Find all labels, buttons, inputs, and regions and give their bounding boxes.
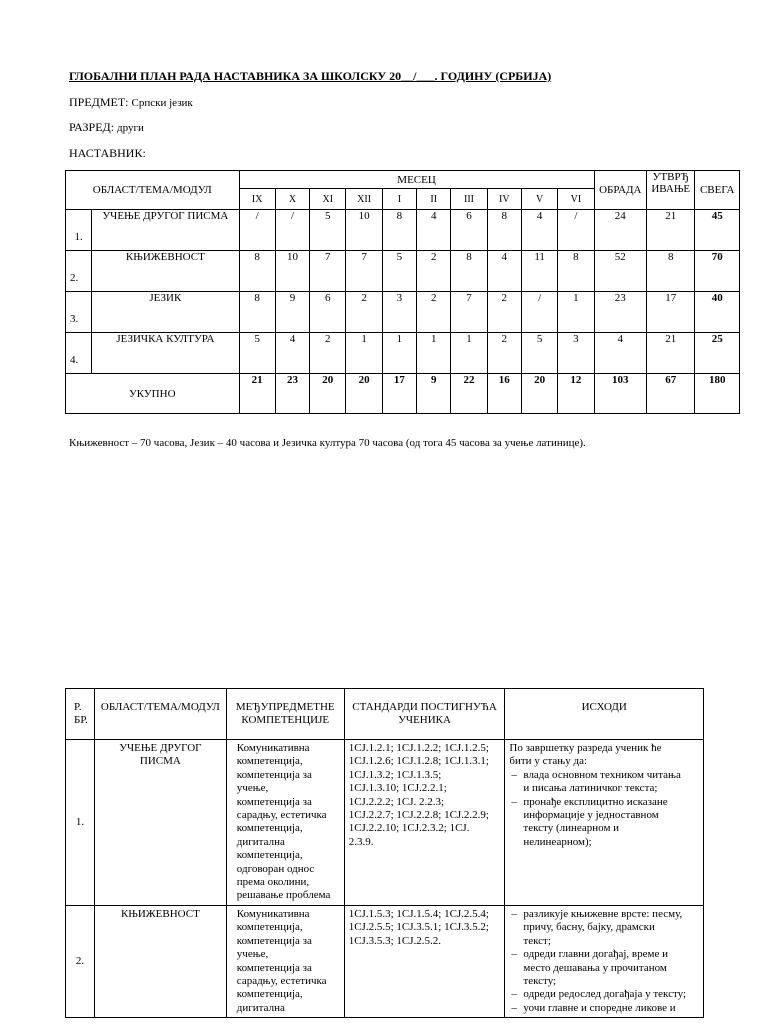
month-cell: XII [346,189,382,210]
total-cell: 20 [346,374,382,414]
month-value: 8 [451,251,487,292]
competence-line: дигитална [236,1001,285,1014]
month-value: / [275,210,309,251]
month-value: 3 [558,333,594,374]
competence-line: сарадњу, естетичка [236,974,327,987]
total-cell: 17 [382,374,416,414]
outcomes-list [509,908,699,1015]
month-value: 1 [417,333,451,374]
outcome-line: информације у једноставном [523,809,659,822]
month-value: 10 [346,210,382,251]
standard-line: 1CJ.1.2.6; 1CJ.1.2.8; 1CJ.1.3.1; [348,755,489,768]
month-value: 5 [310,210,346,251]
utvr-value: 17 [647,292,695,333]
row-number: 4. [66,333,92,374]
plan-row [66,210,740,251]
standards-header [344,689,505,740]
total-obrada: 103 [594,374,646,414]
outcome-item [509,948,699,988]
outcome-line: текст; [523,934,551,947]
month-value: 2 [417,292,451,333]
obrada-value: 52 [594,251,646,292]
month-cell: X [275,189,309,210]
competence-line: компетенција, [236,988,303,1001]
total-header: СВЕГА [695,171,740,210]
month-value: 4 [275,333,309,374]
month-value: 4 [521,210,557,251]
standard-line: 1CJ.3.5.3; 1CJ.2.5.2. [348,934,442,947]
outcome-item [509,988,699,1001]
competence-line: Комуникативна [236,742,310,754]
outcomes-cell [505,740,704,906]
total-cell: 20 [310,374,346,414]
obrada-value: 4 [594,333,646,374]
plan-header-row [66,171,740,189]
month-value: 2 [487,333,521,374]
outcome-line: – пронађе експлицитно исказане [523,795,668,808]
plan-body [66,210,740,374]
num-header-line2: БР. [74,714,88,727]
num-header-line1: Р. [74,701,82,713]
area-header: ОБЛАСТ/ТЕМА/МОДУЛ [94,689,226,740]
month-cell: IX [239,189,275,210]
obrada-header: ОБРАДА [594,171,646,210]
num-header [66,689,95,740]
outcome-line: – уочи главне и споредне ликове и [523,1001,676,1014]
total-value: 25 [695,333,740,374]
outcome-line: тексту (линеарном и [523,822,620,835]
month-value: 6 [451,210,487,251]
month-value: 8 [382,210,416,251]
outcome-line: место дешавања у прочитаном [523,961,667,974]
totals-label: УКУПНО [66,374,240,414]
outcomes-header-row [66,689,704,740]
outcome-row [66,905,704,1017]
area-name [94,905,226,1017]
month-value: 9 [275,292,309,333]
competence-line: Комуникативна [236,907,310,920]
month-value: 8 [239,251,275,292]
total-cell: 12 [558,374,594,414]
competence-line: компетенција, [236,849,303,862]
total-cell: 20 [521,374,557,414]
outcome-line: – одреди главни догађај, време и [523,948,668,961]
month-cell: II [417,189,451,210]
outcome-row [66,740,704,906]
total-value: 70 [695,251,740,292]
total-total: 180 [695,374,740,414]
area-name [94,740,226,906]
standards-cell [344,740,505,906]
totals-row [66,374,740,414]
outcomes-cell [505,905,704,1017]
teacher-line [69,146,146,161]
outcomes-intro-line2: бити у стању да: [509,755,588,768]
obrada-value: 24 [594,210,646,251]
outcome-line: – одреди редослед догађаја у тексту; [523,988,687,1001]
standards-header-line2: УЧЕНИКА [398,714,451,727]
grade-line [69,120,144,135]
row-number: 3. [66,292,92,333]
month-value: 7 [346,251,382,292]
plan-row [66,333,740,374]
area-name: ЈЕЗИЧКА КУЛТУРА [92,333,239,374]
month-value: 1 [451,333,487,374]
month-header: МЕСЕЦ [239,171,594,189]
competences-header-line2: КОМПЕТЕНЦИЈЕ [241,714,330,727]
row-number: 2. [66,251,92,292]
row-number: 1. [66,740,95,906]
total-value: 40 [695,292,740,333]
utvr-value: 21 [647,333,695,374]
utvr-header-line1: УТВРЂ [652,171,689,183]
competence-line: према околини, [236,876,310,889]
month-value: 11 [521,251,557,292]
outcome-line: – влада основном техником читања [523,768,681,781]
outcome-line: тексту; [523,974,557,987]
month-value: 5 [239,333,275,374]
competence-line: компетенција, [236,921,303,934]
total-cell: 22 [451,374,487,414]
outcome-item [509,769,699,796]
outcome-line: и писања латиничког текста; [523,782,658,795]
competence-line: компетенција, [236,822,303,835]
standards-header-line1: СТАНДАРДИ ПОСТИГНУЋА [352,701,497,713]
competence-line: компетенција за [236,768,312,781]
competence-line: учење, [236,782,269,795]
subject-value: Српски језик [131,97,193,109]
month-value: 5 [521,333,557,374]
competence-line: компетенција за [236,934,312,947]
row-number: 2. [66,905,95,1017]
month-value: 2 [346,292,382,333]
month-value: 1 [558,292,594,333]
month-value: 8 [558,251,594,292]
standard-line: 1CJ.1.3.10; 1CJ.2.2.1; [348,782,447,795]
month-value: / [521,292,557,333]
outcome-line: причу, басну, бајку, драмски [523,921,655,934]
month-value: 10 [275,251,309,292]
month-value: / [239,210,275,251]
month-cell: I [382,189,416,210]
hours-note: Књижевност – 70 часова, Језик – 40 часова и Језичка култура 70 часова (од тога 45 часова за учење латинице). [69,437,586,449]
total-value: 45 [695,210,740,251]
outcome-line: – разликује књижевне врсте: песму, [523,907,683,920]
competences-cell [226,740,344,906]
outcomes-header: ИСХОДИ [505,689,704,740]
utvr-header [647,171,695,210]
month-value: 2 [487,292,521,333]
area-name-line2: ПИСМА [139,755,181,768]
competence-line: сарадњу, естетичка [236,809,327,822]
total-cell: 21 [239,374,275,414]
obrada-value: 23 [594,292,646,333]
grade-label: РАЗРЕД: [69,120,115,134]
outcomes-list [509,769,699,849]
month-cell: XI [310,189,346,210]
area-name-line1: УЧЕЊЕ ДРУГОГ [119,742,202,754]
grade-value: други [117,122,144,134]
standard-line: 1CJ.1.2.1; 1CJ.1.2.2; 1CJ.1.2.5; [348,742,489,754]
row-number: 1. [66,210,92,251]
plan-row [66,251,740,292]
month-value: 2 [417,251,451,292]
outcome-line: нелинеарном); [523,835,592,848]
competence-line: одговоран однос [236,862,315,875]
month-value: 1 [346,333,382,374]
outcome-item [509,1002,699,1015]
month-cell: III [451,189,487,210]
plan-row [66,292,740,333]
competence-line: учење, [236,948,269,961]
competence-line: дигитална [236,835,285,848]
month-value: 3 [382,292,416,333]
month-value: 1 [382,333,416,374]
standard-line: 1CJ.2.2.10; 1CJ.2.3.2; 1CJ. [348,822,470,835]
area-name: УЧЕЊЕ ДРУГОГ ПИСМА [92,210,239,251]
area-name: КЊИЖЕВНОСТ [92,251,239,292]
competence-line: компетенција, [236,755,303,768]
utvr-header-line2: ИВАЊЕ [651,183,691,195]
month-value: 2 [310,333,346,374]
standards-cell [344,905,505,1017]
competence-line: решавање проблема [236,889,331,902]
month-cell: IV [487,189,521,210]
month-value: 8 [487,210,521,251]
competence-line: компетенција за [236,961,312,974]
area-name: ЈЕЗИК [92,292,239,333]
competences-cell [226,905,344,1017]
competences-header-line1: МЕЂУПРЕДМЕТНЕ [235,701,335,713]
total-cell: 23 [275,374,309,414]
standard-line: 1CJ.2.2.2; 1CJ. 2.2.3; [348,795,445,808]
month-value: 4 [487,251,521,292]
standard-line: 1CJ.1.3.2; 1CJ.1.3.5; [348,768,442,781]
outcomes-table [65,688,704,1018]
outcomes-intro-line1: По завршетку разреда ученик ће [509,742,662,754]
month-value: 4 [417,210,451,251]
competences-header [226,689,344,740]
month-value: 6 [310,292,346,333]
document-title: ГЛОБАЛНИ ПЛАН РАДА НАСТАВНИКА ЗА ШКОЛСКУ 20__/___. ГОДИНУ (СРБИЈА) [69,69,552,83]
total-cell: 9 [417,374,451,414]
month-value: 8 [239,292,275,333]
month-value: 7 [310,251,346,292]
month-value: 5 [382,251,416,292]
area-header: ОБЛАСТ/ТЕМА/МОДУЛ [66,171,240,210]
month-value: 7 [451,292,487,333]
teacher-label: НАСТАВНИК: [69,146,146,160]
subject-label: ПРЕДМЕТ: [69,95,129,109]
total-cell: 16 [487,374,521,414]
standard-line: 2.3.9. [348,835,374,848]
standard-line: 1CJ.2.5.5; 1CJ.3.5.1; 1CJ.3.5.2; [348,921,489,934]
outcomes-body [66,740,704,1018]
competence-line: компетенција за [236,795,312,808]
outcome-item [509,796,699,850]
plan-table [65,170,740,414]
month-cell: VI [558,189,594,210]
outcome-item [509,908,699,948]
standard-line: 1CJ.1.5.3; 1CJ.1.5.4; 1CJ.2.5.4; [348,907,489,920]
utvr-value: 21 [647,210,695,251]
month-value: / [558,210,594,251]
standard-line: 1CJ.2.2.7; 1CJ.2.2.8; 1CJ.2.2.9; [348,809,489,822]
month-cell: V [521,189,557,210]
total-utvr: 67 [647,374,695,414]
utvr-value: 8 [647,251,695,292]
area-name-line1: КЊИЖЕВНОСТ [120,907,200,920]
subject-line [69,95,193,110]
